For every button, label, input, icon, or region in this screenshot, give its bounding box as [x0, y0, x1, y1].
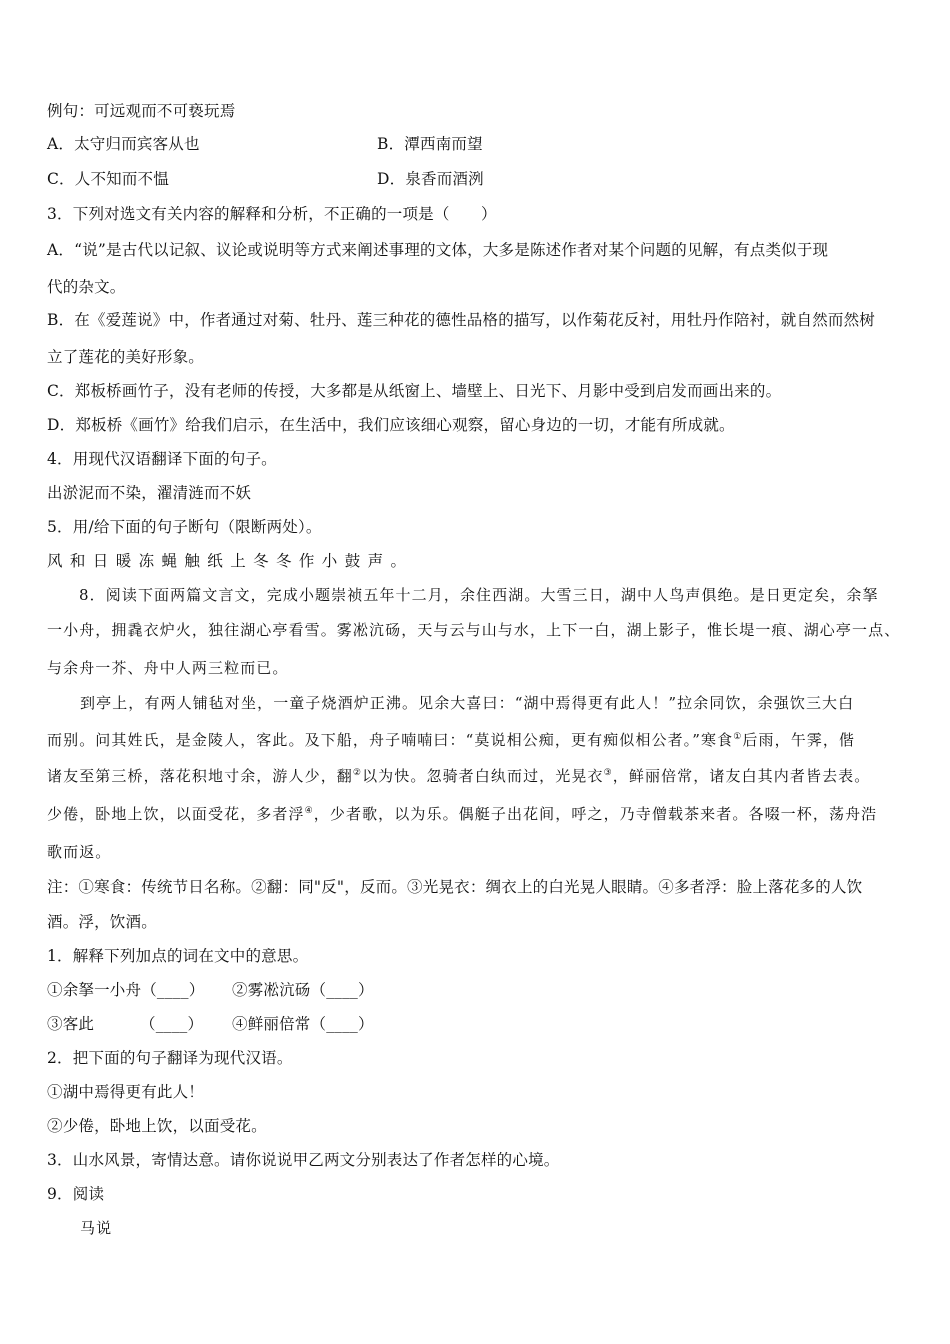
q5-sentence: 风和日暖冻蝇触纸上冬冬作小鼓声。: [47, 552, 414, 570]
notes-line2: 酒。浮，饮酒。: [47, 913, 157, 931]
text-segment: 后雨，午霁，偕: [742, 731, 856, 749]
sub1-item3-blank: （____）: [140, 1015, 204, 1033]
passage-para2-line1: 到亭上，有两人铺毡对坐，一童子烧酒炉正沸。见余大喜曰：“湖中焉得更有此人！”拉余同饮，余强饮三大白: [80, 694, 855, 712]
text-segment: 诸友至第三桥，落花积地寸余，游人少，翻: [47, 767, 353, 785]
q5-stem: 5．用/给下面的句子断句（限断两处）。: [47, 518, 322, 536]
footnote-mark-2: ②: [352, 768, 363, 778]
passage-para2-line3: [47, 765, 870, 787]
text-segment: 以为快。忽骑者白纨而过，光晃衣: [362, 767, 604, 785]
q3-option-a-line2: 代的杂文。: [47, 278, 126, 296]
passage-para1-line2: 一小舟，拥毳衣炉火，独往湖心亭看雪。雾凇沆砀，天与云与山与水，上下一白，湖上影子，惟长堤一痕、湖心亭一点、: [47, 621, 901, 639]
q3-stem: 3．下列对选文有关内容的解释和分析，不正确的一项是（ ）: [47, 205, 497, 223]
q9-stem: 9．阅读: [47, 1185, 105, 1203]
notes-line1: 注：①寒食：传统节日名称。②翻：同"反"，反而。③光晃衣：绸衣上的白光晃人眼睛。④多者浮：脸上落花多的人饮: [47, 878, 863, 896]
sub1-item4: ④鲜丽倍常（____）: [232, 1015, 374, 1033]
q3-option-c: C．郑板桥画竹子，没有老师的传授，大多都是从纸窗上、墙壁上、日光下、月影中受到启发而画出来的。: [47, 382, 782, 400]
q4-stem: 4．用现代汉语翻译下面的句子。: [47, 450, 277, 468]
sub1-item1: ①余拏一小舟（____）: [47, 981, 205, 999]
q4-sentence: 出淤泥而不染，濯清涟而不妖: [47, 484, 252, 502]
sub3-stem: 3．山水风景，寄情达意。请你说说甲乙两文分别表达了作者怎样的心境。: [47, 1151, 560, 1169]
sub2-stem: 2．把下面的句子翻译为现代汉语。: [47, 1049, 293, 1067]
sub1-item3: ③客此: [47, 1015, 95, 1033]
text-segment: 少倦，卧地上饮，以面受花，多者浮: [47, 805, 305, 823]
sub2-item1: ①湖中焉得更有此人！: [47, 1083, 205, 1101]
passage-para2-line5: 歌而返。: [47, 843, 112, 861]
q3-option-d: D．郑板桥《画竹》给我们启示，在生活中，我们应该细心观察，留心身边的一切，才能有所成就。: [47, 416, 735, 434]
q3-option-b-line2: 立了莲花的美好形象。: [47, 348, 205, 366]
text-segment: ，鲜丽倍常，诸友白其内者皆去表。: [612, 767, 871, 785]
sub1-stem: 1．解释下列加点的词在文中的意思。: [47, 947, 309, 965]
passage-para1-line3: 与余舟一芥、舟中人两三粒而已。: [47, 659, 289, 677]
footnote-mark-4: ④: [304, 806, 314, 816]
option-d: D．泉香而酒洌: [377, 170, 484, 188]
q3-option-b-line1: B．在《爱莲说》中，作者通过对菊、牡丹、莲三种花的德性品格的描写，以作菊花反衬，用牡丹作陪衬，就自然而然树: [47, 311, 875, 329]
q3-option-a-line1: A．“说”是古代以记叙、议论或说明等方式来阐述事理的文体，大多是陈述作者对某个问题的见解，有点类似于现: [47, 241, 829, 259]
sub2-item2: ②少倦，卧地上饮，以面受花。: [47, 1117, 267, 1135]
option-c: C．人不知而不愠: [47, 170, 169, 188]
text-segment: 而别。问其姓氏，是金陵人，客此。及下船，舟子喃喃曰：“莫说相公痴，更有痴似相公者。”寒食: [47, 731, 734, 749]
sub1-item2: ②雾凇沆砀（____）: [232, 981, 374, 999]
q9-title: 马说: [80, 1219, 113, 1237]
footnote-mark-1: ①: [733, 732, 743, 742]
example-line: 例句：可远观而不可亵玩焉: [47, 102, 236, 120]
passage-para1-line1: 8．阅读下面两篇文言文，完成小题崇祯五年十二月，余住西湖。大雪三日，湖中人鸟声俱绝。是日更定矣，余拏: [79, 586, 879, 604]
option-a: A．太守归而宾客从也: [47, 135, 200, 153]
passage-para2-line2: [47, 729, 855, 751]
text-segment: ，少者歌，以为乐。偶艇子出花间，呼之，乃寺僧载茶来者。各啜一杯，荡舟浩: [313, 805, 878, 823]
option-b: B．潭西南而望: [377, 135, 483, 153]
passage-para2-line4: [47, 803, 877, 825]
footnote-mark-3: ③: [603, 768, 613, 778]
